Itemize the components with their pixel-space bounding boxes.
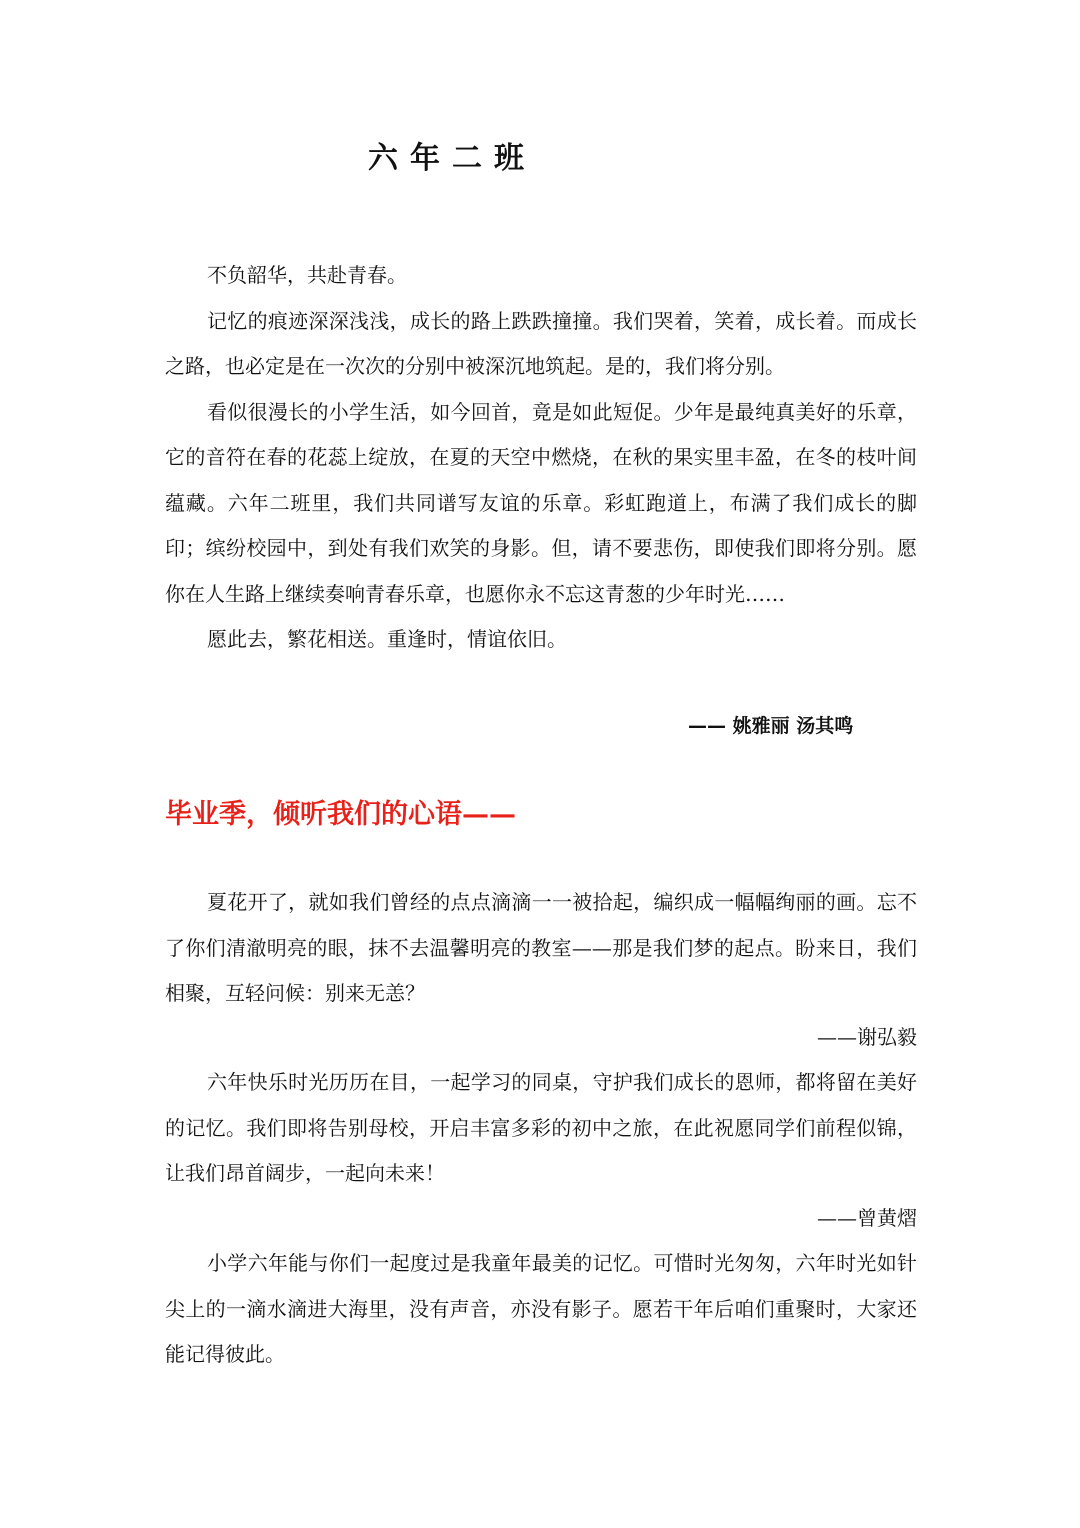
section1-body	[165, 253, 917, 663]
paragraph: 愿此去，繁花相送。重逢时，情谊依旧。	[207, 627, 567, 651]
paragraph: 不负韶华，共赴青春。	[207, 263, 407, 287]
section2-entry-2	[165, 1060, 917, 1197]
message-author: ——曾黄熠	[817, 1206, 917, 1230]
section2-heading: 毕业季，倾听我们的心语——	[165, 799, 516, 830]
section2-entry-1	[165, 880, 917, 1017]
section2-entry-3	[165, 1241, 917, 1378]
page-title: 六年二班	[368, 141, 536, 176]
message-text: 小学六年能与你们一起度过是我童年最美的记忆。可惜时光匆匆，六年时光如针尖上的一滴水滴进大海里，没有声音，亦没有影子。愿若干年后咱们重聚时，大家还能记得彼此。	[165, 1251, 917, 1366]
section1-signature: —— 姚雅丽 汤其鸣	[688, 715, 854, 737]
message-author: ——谢弘毅	[817, 1025, 917, 1049]
message-text: 六年快乐时光历历在目，一起学习的同桌，守护我们成长的恩师，都将留在美好的记忆。我们即将告别母校，开启丰富多彩的初中之旅，在此祝愿同学们前程似锦，让我们昂首阔步，一起向未来！	[165, 1070, 917, 1185]
paragraph: 看似很漫长的小学生活，如今回首，竟是如此短促。少年是最纯真美好的乐章，它的音符在春的花蕊上绽放，在夏的天空中燃烧，在秋的果实里丰盈，在冬的枝叶间蕴藏。六年二班里，我们共同谱写友谊的乐章。彩虹跑道上，布满了我们成长的脚印；缤纷校园中，到处有我们欢笑的身影。但，请不要悲伤，即使我们即将分别。愿你在人生路上继续奏响青春乐章，也愿你永不忘这青葱的少年时光……	[165, 399, 917, 606]
message-text: 夏花开了，就如我们曾经的点点滴滴一一被拾起，编织成一幅幅绚丽的画。忘不了你们清澈明亮的眼，抹不去温馨明亮的教室——那是我们梦的起点。盼来日，我们相聚，互轻问候：别来无恙？	[165, 890, 917, 1005]
paragraph: 记忆的痕迹深深浅浅，成长的路上跌跌撞撞。我们哭着，笑着，成长着。而成长之路，也必定是在一次次的分别中被深沉地筑起。是的，我们将分别。	[165, 308, 917, 378]
